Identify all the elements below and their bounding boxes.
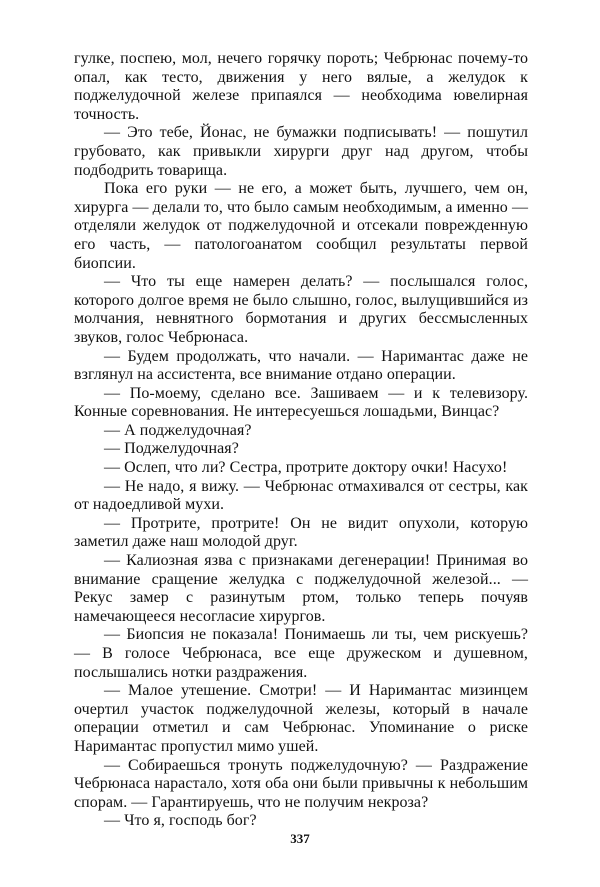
paragraph: — Что я, господь бог? [104, 812, 257, 830]
paragraph: — А поджелудочная? [104, 421, 252, 439]
paragraph: — Ослеп, что ли? Сестра, протрите доктору очки! Насухо! [104, 459, 508, 477]
paragraph: гулке, поспею, мол, нечего горячку пороть; Чебрюнас почему-то опал, как тесто, движения у него вялые, а желудок к поджелудочной железе припаялся — необходима ювелирная точность. [74, 50, 528, 123]
paragraph: — Собираешься тронуть поджелудочную? — Раздражение Чебрюнаса нарастало, хотя оба они были привычны к небольшим спорам. — Гарантируешь, что не получим некроза? [74, 756, 528, 811]
paragraph: Пока его руки — не его, а может быть, лучшего, чем он, хирурга — делали то, что было самым необходимым, а именно — отделяли желудок от поджелудочной и отсекали поврежденную его часть, — патологоанатом сообщил результаты первой биопсии. [74, 180, 528, 272]
paragraph: — Калиозная язва с признаками дегенерации! Принимая во внимание сращение желудка с поджелудочной железой... — Рекус замер с разинутым ртом, только теперь почуяв намечающееся несогласие хирургов. [74, 552, 528, 625]
paragraph: — Биопсия не показала! Понимаешь ли ты, чем рискуешь? — В голосе Чебрюнаса, все еще дружеском и душевном, послышались нотки раздражения. [74, 626, 528, 681]
page-number: 337 [290, 831, 310, 846]
paragraph: — Будем продолжать, что начали. — Наримантас даже не взглянул на ассистента, все внимание отдано операции. [74, 347, 528, 384]
paragraph: — Что ты еще намерен делать? — послышался голос, которого долгое время не было слышно, голос, вылущившийся из молчания, невнятного бормотания и других бессмысленных звуков, голос Чебрюнаса. [74, 273, 528, 346]
paragraph: — Это тебе, Йонас, не бумажки подписывать! — пошутил грубовато, как привыкли хирурги друг над другом, чтобы подбодрить товарища. [74, 124, 528, 179]
paragraph: — По-моему, сделано все. Зашиваем — и к телевизору. Конные соревнования. Не интересуешься лошадьми, Винцас? [74, 384, 528, 421]
paragraph: — Не надо, я вижу. — Чебрюнас отмахивался от сестры, как от надоедливой мухи. [74, 477, 528, 514]
paragraph: — Малое утешение. Смотри! — И Наримантас мизинцем очертил участок поджелудочной железы, который в начале операции отметил и сам Чебрюнас. Упоминание о риске Наримантас пропустил мимо ушей. [74, 682, 528, 755]
paragraph: — Поджелудочная? [104, 440, 239, 458]
page-text [74, 50, 528, 831]
paragraph: — Протрите, протрите! Он не видит опухоли, которую заметил даже наш молодой друг. [74, 514, 528, 551]
